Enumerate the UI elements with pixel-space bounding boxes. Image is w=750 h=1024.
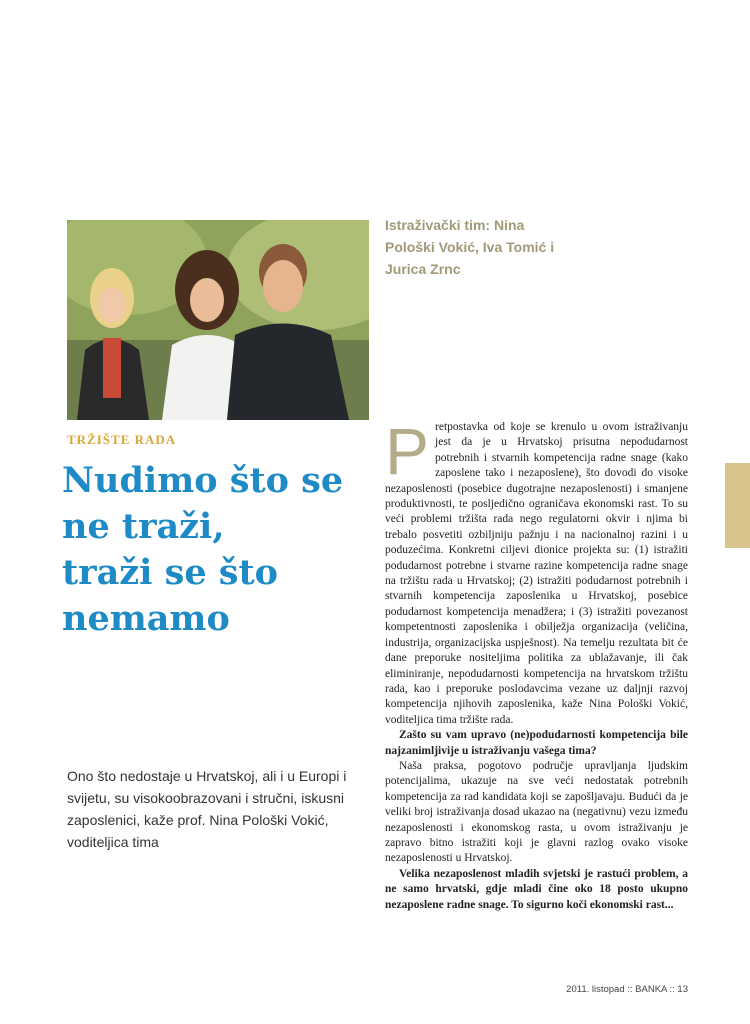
interview-question: Zašto su vam upravo (ne)podudarnosti kompetencija bile najzanimljivije u istraživanju vašega tima? xyxy=(385,729,688,757)
headline-line: traži se što xyxy=(62,552,279,593)
photo-credit: Mario Bedor xyxy=(55,336,64,380)
body-paragraph: retpostavka od koje se krenulo u ovom istraživanju jest da je u Hrvatskoj prisutna nepodudarnost potrebnih i stvarnih kompetencija radne snage (kako zaposlene tako i nezaposlene), što dovodi do visoke nezaposlenosti (posebice dugotrajne nezaposlenosti) i smanjene produktivnosti, te posljedično ograničava ekonomski rast. To su veći problemi tržišta rada nego regulatorni okvir i njima bi trebalo posvetiti ozbiljniju pažnju i na nacionalnoj razini i u poduzećima. Konkretni ciljevi dionice projekta su: (1) istražiti podudarnost potrebne i stvarne razine kompetencija radne snage na tržištu rada u Hrvatskoj; (2) istražiti podudarnost potrebnih i stvarnih kompetencija zaposlenika u Hrvatskoj, posebice podudarnost kompetencija menadžera; i (3) istražiti povezanost kompetentnosti zaposlenika i obilježja organizacija (veličina, industrija, organizacijska uspješnost). Na temelju rezultata bit će dane preporuke nositeljima politika za ublažavanje, ili čak eliminiranje, nepodudarnosti kompetencija na hrvatskom tržištu rada, kao i preporuke poslodavcima vezane uz daljnji razvoj kompetencija njihovih zaposlenika, kaže Nina Pološki Vokić, voditeljica tima tržište rada. xyxy=(385,421,688,726)
drop-cap: P xyxy=(385,414,430,488)
lead-paragraph: Ono što nedostaje u Hrvatskoj, ali i u Europi i svijetu, su visokoobrazovani i stručni, iskusni zaposlenici, kaže prof. Nina Pološki Vokić, voditeljica tima xyxy=(67,768,347,850)
article-body xyxy=(385,414,688,913)
photo-caption: Istraživački tim: Nina Pološki Vokić, Iva Tomić i Jurica Zrnc xyxy=(385,217,555,277)
body-paragraph: Naša praksa, pogotovo područje upravljanja ljudskim potencijalima, ukazuje na sve veći nedostatak potrebnih kompetencija za rad kandidata koji se zapošljavaju. Budući da je veliki broj istraživanja dosad ukazao na (negativnu) vezu između nezaposlenosti i ekonomskog rasta, u ovom istraživanju je zapravo bitno istražiti koji je glavni razlog ovako visoke nezaposlenosti u Hrvatskoj. xyxy=(385,759,688,865)
section-label: TRŽIŠTE RADA xyxy=(67,432,177,447)
page-edge-tab xyxy=(725,463,750,548)
headline-line: nemamo xyxy=(62,598,230,639)
headline xyxy=(62,458,372,642)
team-photo xyxy=(67,220,369,420)
headline-line: ne traži, xyxy=(62,506,225,547)
headline-line: Nudimo što se xyxy=(62,460,344,501)
page-footer: 2011. listopad :: BANKA :: 13 xyxy=(566,984,688,995)
interview-question: Velika nezaposlenost mladih svjetski je rastući problem, a ne samo hrvatski, gdje mladi čine oko 18 posto ukupno nezaposlene radne snage. To sigurno koči ekonomski rast... xyxy=(385,867,688,911)
